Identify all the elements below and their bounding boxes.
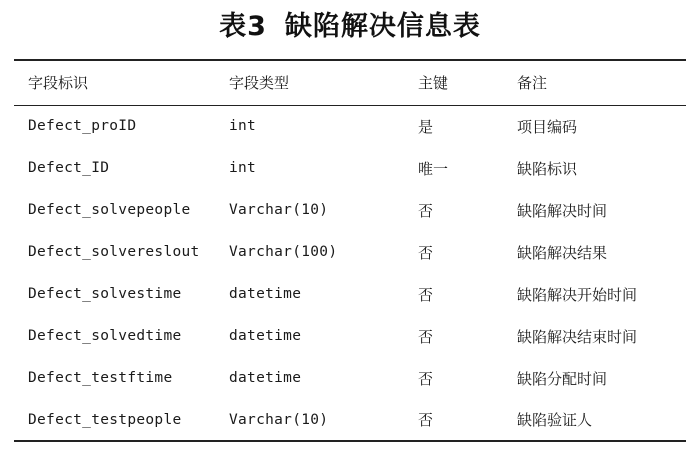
remark-cell: 缺陷验证人 (503, 399, 686, 441)
remark-cell: 缺陷分配时间 (517, 369, 608, 388)
field-type-cell: datetime (229, 328, 302, 344)
header-field-id: 字段标识 (14, 60, 215, 105)
remark-cell: 缺陷解决结束时间 (517, 327, 638, 346)
field-id-cell: Defect_solvereslout (28, 244, 200, 260)
primary-key-cell: 否 (418, 201, 434, 220)
primary-key-cell: 是 (418, 117, 434, 136)
remark-cell: 缺陷解决时间 (517, 201, 608, 220)
field-type-cell: datetime (229, 370, 302, 386)
field-id-cell: Defect_solvestime (28, 286, 182, 302)
table-caption (0, 4, 700, 43)
defect-resolution-table (14, 59, 686, 442)
field-id-cell: Defect_solvepeople (28, 202, 191, 218)
primary-key-cell: 否 (404, 399, 503, 441)
header-remark: 备注 (503, 60, 686, 105)
table-row (14, 315, 686, 357)
field-type-cell: int (229, 160, 257, 176)
table-row (14, 357, 686, 399)
field-type-cell: datetime (229, 286, 302, 302)
table-number: 表3 (219, 11, 267, 42)
table-row (14, 105, 686, 147)
field-type-cell: Varchar(100) (229, 244, 338, 260)
field-id-cell: Defect_solvedtime (28, 328, 182, 344)
primary-key-cell: 唯一 (418, 159, 449, 178)
field-type-cell: Varchar(10) (229, 202, 329, 218)
header-row (14, 60, 686, 105)
field-id-cell: Defect_proID (28, 118, 137, 135)
remark-cell: 缺陷标识 (517, 159, 578, 178)
table-row (14, 147, 686, 189)
field-id-cell: Defect_testpeople (14, 399, 215, 441)
primary-key-cell: 否 (418, 327, 434, 346)
header-field-type: 字段类型 (215, 60, 404, 105)
table-row (14, 189, 686, 231)
field-id-cell: Defect_ID (28, 160, 110, 176)
field-type-cell: Varchar(10) (215, 399, 404, 441)
primary-key-cell: 否 (418, 285, 434, 304)
table-title: 缺陷解决信息表 (284, 11, 481, 42)
field-id-cell: Defect_testftime (28, 370, 173, 386)
remark-cell: 缺陷解决开始时间 (517, 285, 638, 304)
table-row (14, 399, 686, 441)
primary-key-cell: 否 (418, 243, 434, 262)
table-row (14, 273, 686, 315)
header-primary-key: 主键 (404, 60, 503, 105)
primary-key-cell: 否 (418, 369, 434, 388)
table-row (14, 231, 686, 273)
field-type-cell: int (229, 118, 257, 135)
remark-cell: 项目编码 (517, 117, 578, 136)
remark-cell: 缺陷解决结果 (517, 243, 608, 262)
